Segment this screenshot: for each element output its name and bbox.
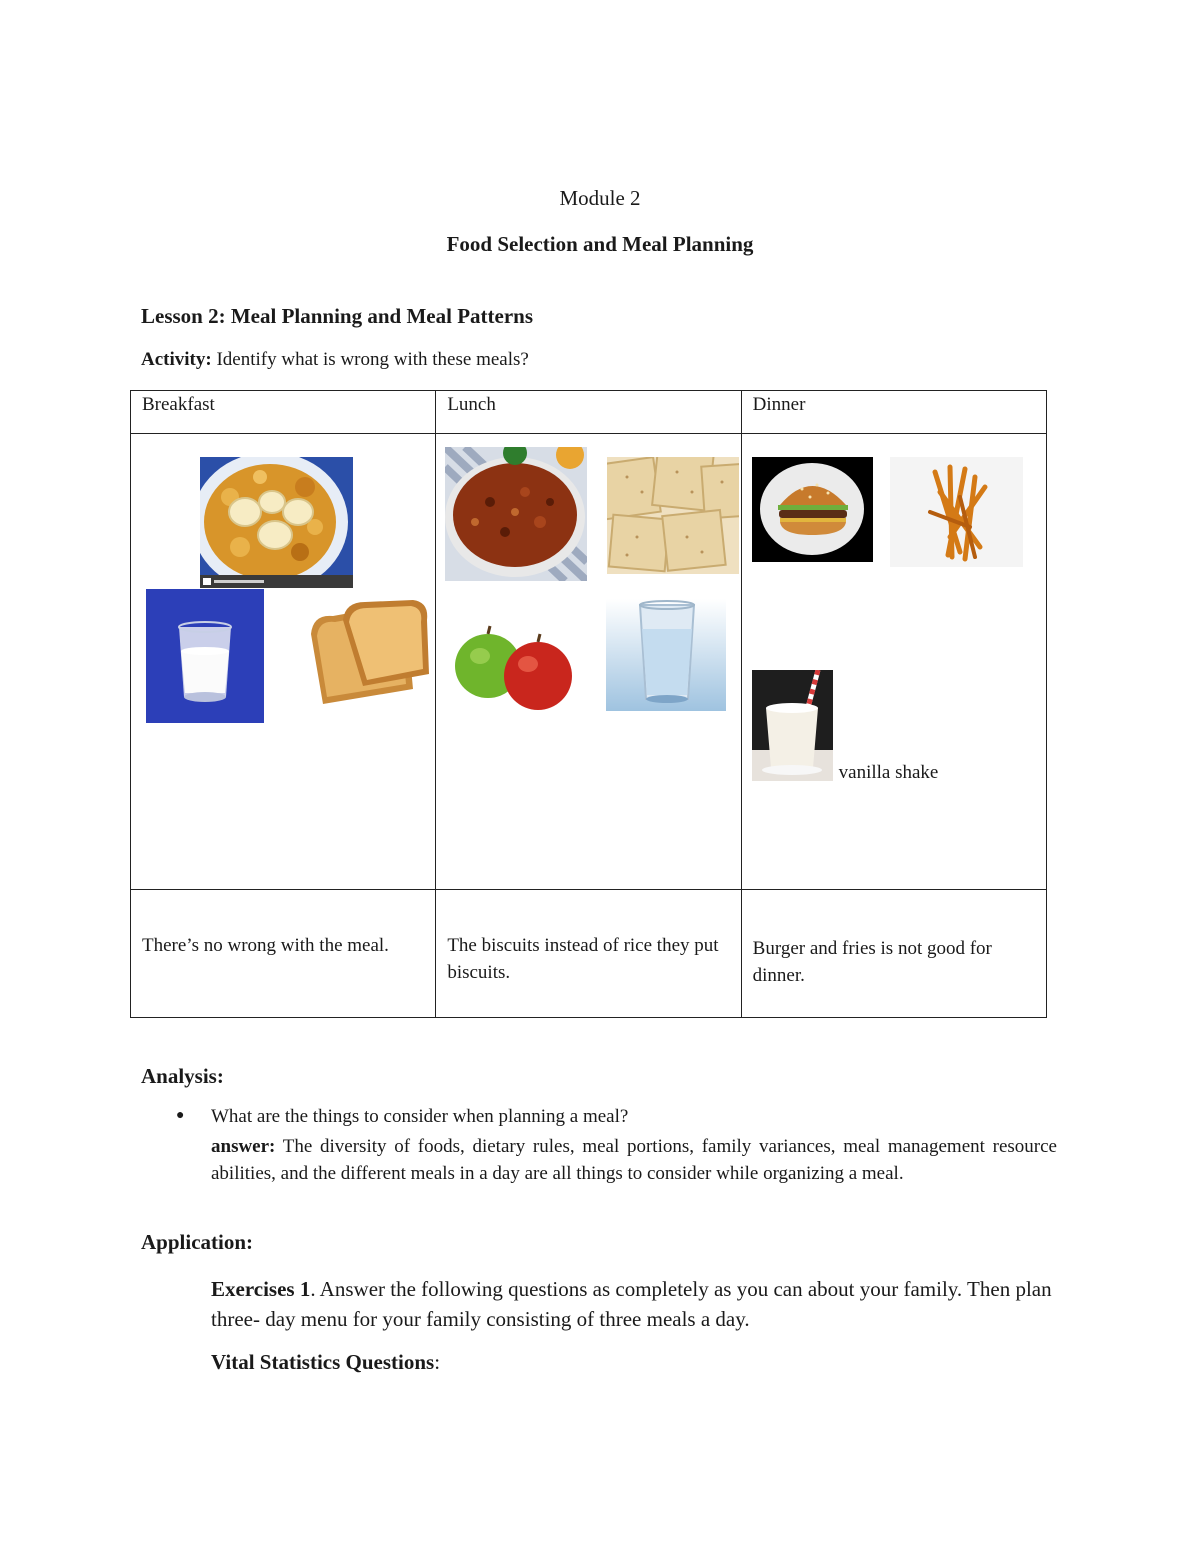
activity-line [141, 349, 529, 371]
vanilla-shake-image [752, 670, 833, 781]
glass-of-milk-image [146, 589, 264, 723]
table-answer-row [131, 890, 1047, 1018]
lesson-heading: Lesson 2: Meal Planning and Meal Patterns [141, 304, 533, 328]
activity-prompt: Identify what is wrong with these meals? [216, 349, 529, 370]
apples-image [450, 624, 575, 716]
header-lunch: Lunch [436, 391, 741, 434]
table-header-row [131, 391, 1047, 434]
burger-image [752, 457, 873, 562]
fries-image [890, 457, 1023, 567]
toast-image [303, 594, 431, 714]
vanilla-shake-label: vanilla shake [838, 762, 939, 783]
glass-of-water-image [606, 599, 726, 711]
dinner-answer-cell: Burger and fries is not good for dinner. [741, 890, 1046, 1018]
header-dinner: Dinner [741, 391, 1046, 434]
exercise-text: . Answer the following questions as completely as you can about your family. Then plan three- day menu for your family consisting of three meals a day. [211, 1277, 1052, 1331]
analysis-answer [211, 1133, 1057, 1187]
cornflakes-with-banana-image [200, 457, 353, 588]
meals-table [130, 390, 1047, 1018]
vital-statistics-heading [211, 1350, 440, 1375]
chili-bowl-image [445, 447, 587, 581]
analysis-heading: Analysis: [141, 1064, 224, 1088]
exercise-paragraph [211, 1274, 1071, 1334]
lunch-images-cell [436, 434, 741, 890]
breakfast-images-cell [131, 434, 436, 890]
answer-label: answer: [211, 1136, 276, 1157]
breakfast-answer-cell: There’s no wrong with the meal. [131, 890, 436, 1018]
analysis-question: What are the things to consider when planning a meal? [211, 1106, 629, 1127]
bullet-icon: ● [176, 1108, 185, 1123]
page-title: Food Selection and Meal Planning [446, 232, 754, 256]
answer-text: The diversity of foods, dietary rules, meal portions, family variances, meal management resource abilities, and the different meals in a day are all things to consider while organizing a meal. [211, 1136, 1057, 1184]
crackers-image [607, 457, 739, 574]
activity-label: Activity: [141, 349, 212, 370]
application-heading: Application: [141, 1230, 254, 1254]
vital-label: Vital Statistics Questions [211, 1350, 435, 1374]
lunch-answer-cell: The biscuits instead of rice they put biscuits. [436, 890, 741, 1018]
header-breakfast: Breakfast [131, 391, 436, 434]
module-label: Module 2 [559, 186, 641, 210]
table-image-row [131, 434, 1047, 890]
dinner-images-cell [741, 434, 1046, 890]
exercise-label: Exercises 1 [211, 1277, 311, 1301]
vital-suffix: : [434, 1350, 441, 1374]
